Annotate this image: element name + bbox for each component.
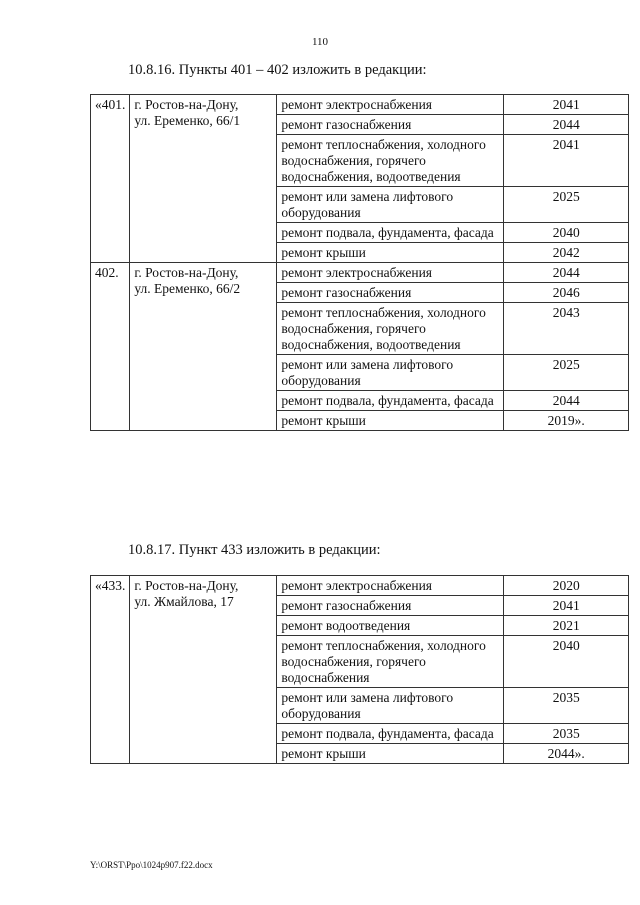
year-cell: 2021 [504, 616, 629, 636]
year-cell: 2020 [504, 576, 629, 596]
work-type-cell: ремонт электроснабжения [277, 95, 504, 115]
work-type-cell: ремонт или замена лифтового оборудования [277, 355, 504, 391]
item-number: «433. [91, 576, 130, 764]
address-cell [130, 576, 277, 764]
repair-table-1 [90, 94, 629, 431]
address-line: ул. Еременко, 66/2 [134, 281, 241, 296]
year-cell: 2025 [504, 355, 629, 391]
page-number: 110 [311, 36, 329, 48]
table-row [91, 576, 629, 596]
work-type-cell: ремонт или замена лифтового оборудования [277, 688, 504, 724]
work-type-cell: ремонт теплоснабжения, холодного водоснабжения, горячего водоснабжения, водоотведения [277, 303, 504, 355]
work-type-cell: ремонт крыши [277, 243, 504, 263]
year-cell: 2044 [504, 115, 629, 135]
year-cell: 2025 [504, 187, 629, 223]
work-type-cell: ремонт или замена лифтового оборудования [277, 187, 504, 223]
table-row [91, 263, 629, 283]
table-row [91, 95, 629, 115]
work-type-cell: ремонт крыши [277, 411, 504, 431]
work-type-cell: ремонт подвала, фундамента, фасада [277, 391, 504, 411]
year-cell: 2043 [504, 303, 629, 355]
year-cell: 2042 [504, 243, 629, 263]
work-type-cell: ремонт газоснабжения [277, 596, 504, 616]
year-cell: 2046 [504, 283, 629, 303]
year-cell: 2041 [504, 135, 629, 187]
section-heading-2: 10.8.17. Пункт 433 изложить в редакции: [128, 542, 381, 558]
work-type-cell: ремонт газоснабжения [277, 283, 504, 303]
year-cell: 2044 [504, 263, 629, 283]
work-type-cell: ремонт электроснабжения [277, 263, 504, 283]
work-type-cell: ремонт подвала, фундамента, фасада [277, 223, 504, 243]
address-line: ул. Жмайлова, 17 [134, 594, 234, 609]
address-cell [130, 263, 277, 431]
year-cell: 2044». [504, 744, 629, 764]
repair-table-2 [90, 575, 629, 764]
work-type-cell: ремонт электроснабжения [277, 576, 504, 596]
work-type-cell: ремонт теплоснабжения, холодного водоснабжения, горячего водоснабжения [277, 636, 504, 688]
work-type-cell: ремонт водоотведения [277, 616, 504, 636]
year-cell: 2040 [504, 636, 629, 688]
year-cell: 2044 [504, 391, 629, 411]
year-cell: 2041 [504, 95, 629, 115]
year-cell: 2019». [504, 411, 629, 431]
file-path-footer: Y:\ORST\Ppo\1024p907.f22.docx [90, 860, 213, 870]
work-type-cell: ремонт подвала, фундамента, фасада [277, 724, 504, 744]
address-line: г. Ростов-на-Дону, [134, 265, 239, 280]
year-cell: 2040 [504, 223, 629, 243]
work-type-cell: ремонт теплоснабжения, холодного водоснабжения, горячего водоснабжения, водоотведения [277, 135, 504, 187]
address-cell [130, 95, 277, 263]
work-type-cell: ремонт крыши [277, 744, 504, 764]
work-type-cell: ремонт газоснабжения [277, 115, 504, 135]
address-line: г. Ростов-на-Дону, [134, 97, 239, 112]
year-cell: 2041 [504, 596, 629, 616]
section-heading-1: 10.8.16. Пункты 401 – 402 изложить в редакции: [128, 62, 427, 78]
address-line: г. Ростов-на-Дону, [134, 578, 239, 593]
year-cell: 2035 [504, 688, 629, 724]
item-number: «401. [91, 95, 130, 263]
year-cell: 2035 [504, 724, 629, 744]
item-number: 402. [91, 263, 130, 431]
address-line: ул. Еременко, 66/1 [134, 113, 241, 128]
